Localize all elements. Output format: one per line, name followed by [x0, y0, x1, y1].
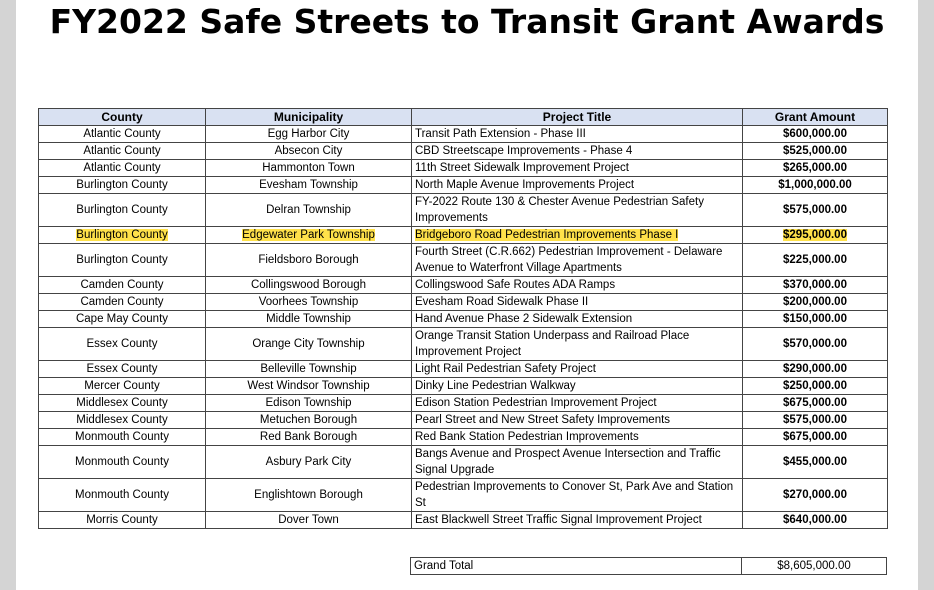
cell-project-title[interactable]: Evesham Road Sidewalk Phase II [412, 294, 743, 311]
cell-municipality[interactable]: Delran Township [206, 194, 412, 227]
grand-total-table [410, 557, 887, 575]
cell-county[interactable]: Morris County [39, 512, 206, 529]
cell-county[interactable]: Essex County [39, 328, 206, 361]
highlighted-text: Bridgeboro Road Pedestrian Improvements Phase I [415, 229, 679, 241]
highlighted-text: Burlington County [76, 229, 168, 241]
cell-municipality[interactable]: Fieldsboro Borough [206, 244, 412, 277]
cell-municipality[interactable]: West Windsor Township [206, 378, 412, 395]
cell-municipality[interactable] [206, 227, 412, 244]
cell-grant-amount[interactable] [743, 227, 888, 244]
table-row [39, 126, 888, 143]
grand-total-row [411, 558, 887, 575]
cell-grant-amount[interactable]: $265,000.00 [743, 160, 888, 177]
table-row [39, 143, 888, 160]
cell-grant-amount[interactable]: $525,000.00 [743, 143, 888, 160]
table-row [39, 446, 888, 479]
cell-county[interactable] [39, 227, 206, 244]
grand-total-label[interactable]: Grand Total [411, 558, 742, 575]
cell-grant-amount[interactable]: $575,000.00 [743, 194, 888, 227]
table-row [39, 194, 888, 227]
cell-county[interactable]: Camden County [39, 277, 206, 294]
table-row [39, 378, 888, 395]
cell-grant-amount[interactable]: $270,000.00 [743, 479, 888, 512]
cell-project-title[interactable]: 11th Street Sidewalk Improvement Project [412, 160, 743, 177]
window-margin-left [0, 0, 16, 590]
cell-county[interactable]: Mercer County [39, 378, 206, 395]
cell-project-title[interactable]: Red Bank Station Pedestrian Improvements [412, 429, 743, 446]
table-header-row [39, 109, 888, 126]
cell-county[interactable]: Camden County [39, 294, 206, 311]
grand-total-amount[interactable]: $8,605,000.00 [742, 558, 887, 575]
cell-grant-amount[interactable]: $675,000.00 [743, 429, 888, 446]
cell-grant-amount[interactable]: $600,000.00 [743, 126, 888, 143]
cell-municipality[interactable]: Hammonton Town [206, 160, 412, 177]
cell-municipality[interactable]: Collingswood Borough [206, 277, 412, 294]
cell-municipality[interactable]: Evesham Township [206, 177, 412, 194]
cell-project-title[interactable]: Dinky Line Pedestrian Walkway [412, 378, 743, 395]
table-row [39, 244, 888, 277]
cell-municipality[interactable]: Metuchen Borough [206, 412, 412, 429]
cell-project-title[interactable]: Transit Path Extension - Phase III [412, 126, 743, 143]
cell-project-title[interactable]: Light Rail Pedestrian Safety Project [412, 361, 743, 378]
table-row [39, 361, 888, 378]
cell-municipality[interactable]: Asbury Park City [206, 446, 412, 479]
cell-project-title[interactable]: Collingswood Safe Routes ADA Ramps [412, 277, 743, 294]
cell-project-title[interactable]: East Blackwell Street Traffic Signal Improvement Project [412, 512, 743, 529]
cell-grant-amount[interactable]: $640,000.00 [743, 512, 888, 529]
cell-grant-amount[interactable]: $200,000.00 [743, 294, 888, 311]
table-row [39, 177, 888, 194]
cell-municipality[interactable]: Englishtown Borough [206, 479, 412, 512]
window-margin-right [918, 0, 934, 590]
cell-grant-amount[interactable]: $570,000.00 [743, 328, 888, 361]
table-row [39, 294, 888, 311]
column-header-county[interactable]: County [39, 109, 206, 126]
table-row [39, 311, 888, 328]
cell-county[interactable]: Middlesex County [39, 412, 206, 429]
cell-project-title[interactable]: Edison Station Pedestrian Improvement Project [412, 395, 743, 412]
cell-county[interactable]: Burlington County [39, 177, 206, 194]
grant-awards-table [38, 108, 888, 529]
cell-project-title[interactable]: Pedestrian Improvements to Conover St, Park Ave and Station St [412, 479, 743, 512]
cell-county[interactable]: Burlington County [39, 244, 206, 277]
cell-grant-amount[interactable]: $225,000.00 [743, 244, 888, 277]
table-row [39, 429, 888, 446]
cell-project-title[interactable]: FY-2022 Route 130 & Chester Avenue Pedestrian Safety Improvements [412, 194, 743, 227]
cell-grant-amount[interactable]: $1,000,000.00 [743, 177, 888, 194]
cell-grant-amount[interactable]: $250,000.00 [743, 378, 888, 395]
cell-grant-amount[interactable]: $575,000.00 [743, 412, 888, 429]
cell-project-title[interactable]: Fourth Street (C.R.662) Pedestrian Improvement - Delaware Avenue to Waterfront Village Apartments [412, 244, 743, 277]
table-row [39, 277, 888, 294]
table-row [39, 328, 888, 361]
column-header-project-title[interactable]: Project Title [412, 109, 743, 126]
cell-county[interactable]: Monmouth County [39, 446, 206, 479]
cell-county[interactable]: Atlantic County [39, 126, 206, 143]
table-row [39, 160, 888, 177]
column-header-grant-amount[interactable]: Grant Amount [743, 109, 888, 126]
cell-municipality[interactable]: Voorhees Township [206, 294, 412, 311]
table-row [39, 479, 888, 512]
cell-grant-amount[interactable]: $370,000.00 [743, 277, 888, 294]
highlighted-text: Edgewater Park Township [242, 229, 375, 241]
cell-project-title[interactable]: CBD Streetscape Improvements - Phase 4 [412, 143, 743, 160]
cell-municipality[interactable]: Orange City Township [206, 328, 412, 361]
cell-grant-amount[interactable]: $675,000.00 [743, 395, 888, 412]
cell-county[interactable]: Atlantic County [39, 143, 206, 160]
cell-project-title[interactable]: Orange Transit Station Underpass and Railroad Place Improvement Project [412, 328, 743, 361]
cell-project-title[interactable]: Pearl Street and New Street Safety Improvements [412, 412, 743, 429]
column-header-municipality[interactable]: Municipality [206, 109, 412, 126]
cell-county[interactable]: Atlantic County [39, 160, 206, 177]
page-title: FY2022 Safe Streets to Transit Grant Awards [49, 2, 885, 41]
cell-municipality[interactable]: Middle Township [206, 311, 412, 328]
cell-county[interactable]: Monmouth County [39, 479, 206, 512]
cell-municipality[interactable]: Dover Town [206, 512, 412, 529]
cell-county[interactable]: Monmouth County [39, 429, 206, 446]
cell-county[interactable]: Middlesex County [39, 395, 206, 412]
cell-grant-amount[interactable]: $290,000.00 [743, 361, 888, 378]
cell-project-title[interactable] [412, 227, 743, 244]
cell-municipality[interactable]: Red Bank Borough [206, 429, 412, 446]
cell-grant-amount[interactable]: $455,000.00 [743, 446, 888, 479]
cell-county[interactable]: Essex County [39, 361, 206, 378]
cell-project-title[interactable]: Hand Avenue Phase 2 Sidewalk Extension [412, 311, 743, 328]
cell-grant-amount[interactable]: $150,000.00 [743, 311, 888, 328]
cell-municipality[interactable]: Absecon City [206, 143, 412, 160]
cell-municipality[interactable]: Belleville Township [206, 361, 412, 378]
highlighted-text: $295,000.00 [783, 229, 847, 241]
cell-project-title[interactable]: North Maple Avenue Improvements Project [412, 177, 743, 194]
table-row [39, 395, 888, 412]
cell-municipality[interactable]: Egg Harbor City [206, 126, 412, 143]
table-row [39, 412, 888, 429]
cell-county[interactable]: Cape May County [39, 311, 206, 328]
cell-project-title[interactable]: Bangs Avenue and Prospect Avenue Intersection and Traffic Signal Upgrade [412, 446, 743, 479]
cell-county[interactable]: Burlington County [39, 194, 206, 227]
table-row [39, 227, 888, 244]
cell-municipality[interactable]: Edison Township [206, 395, 412, 412]
table-row [39, 512, 888, 529]
